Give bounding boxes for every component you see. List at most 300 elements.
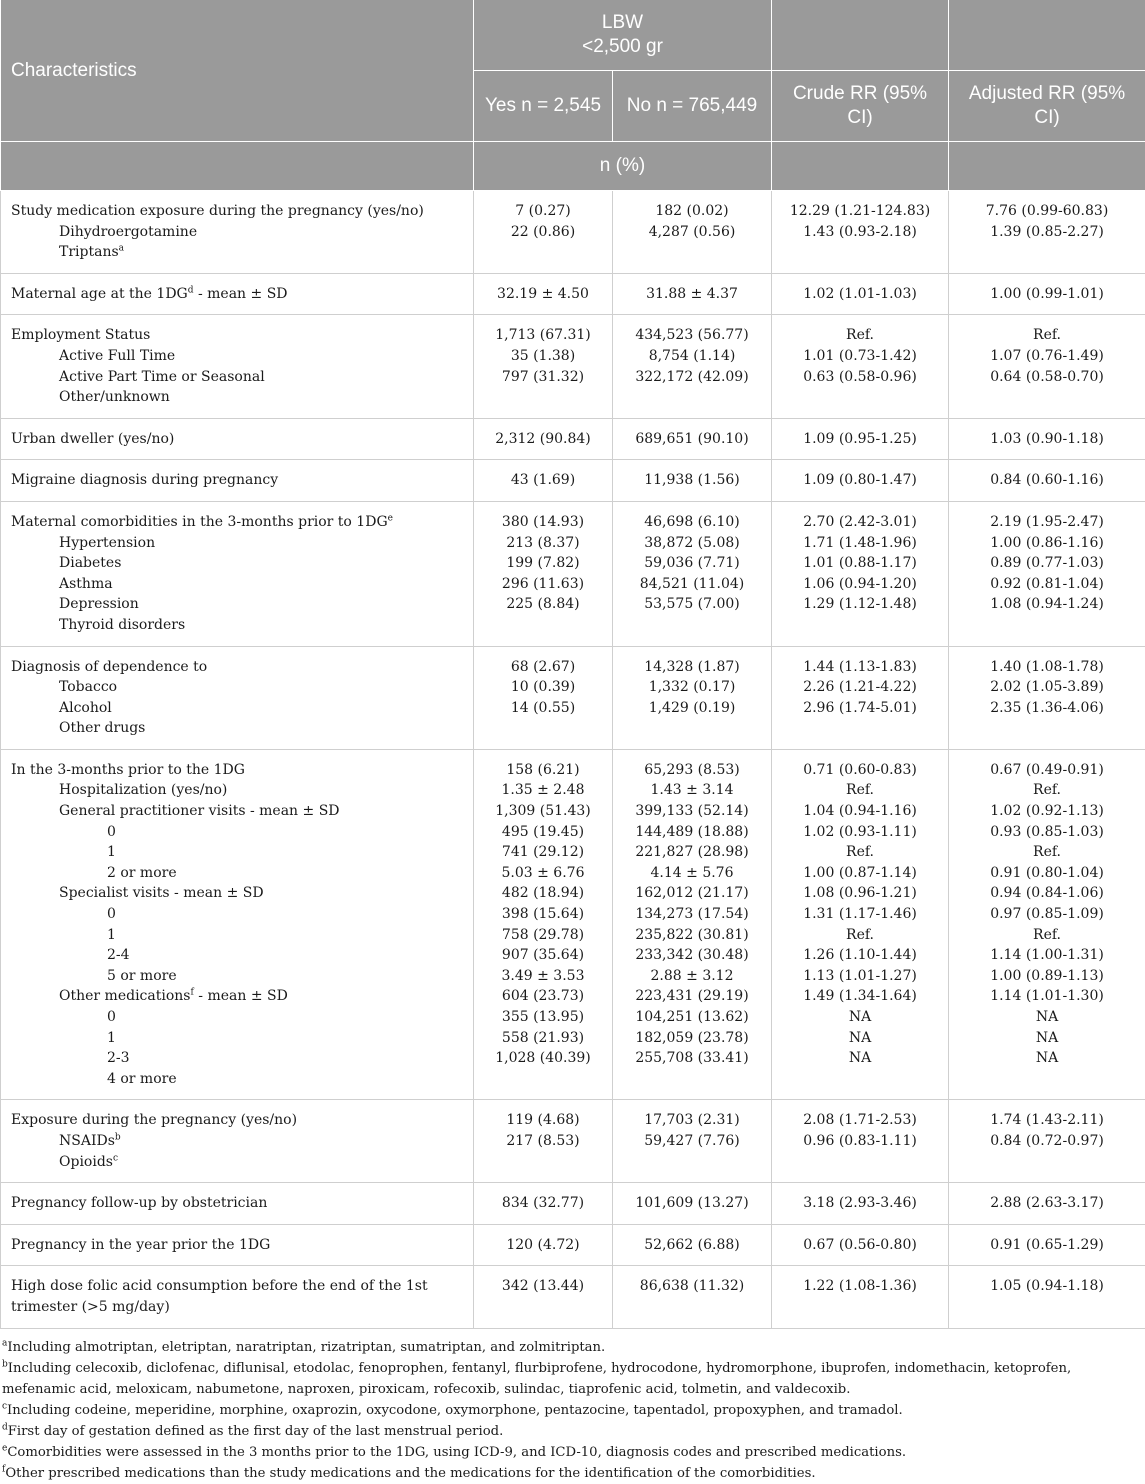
row-label — [11, 863, 467, 884]
value-line: 1.39 (0.85-2.27) — [949, 222, 1145, 243]
value-line: 199 (7.82) — [474, 553, 612, 574]
footnote-text: Including celecoxib, diclofenac, diflunisal, etodolac, fenoprophen, fentanyl, flurbiprofene, hydrocodone, hydromorphone, ibuprofen, indomethacin, ketoprofen, mefenamic acid, meloxicam, nabumetone, naproxen, piroxicam, rofecoxib, sulindac, tiaprofenic acid, tolmetin, and valdecoxib. — [2, 1361, 1071, 1397]
footnotes — [0, 1329, 1145, 1484]
row-label — [11, 780, 467, 801]
value-line: 65,293 (8.53) — [613, 760, 771, 781]
table-row — [1, 191, 1145, 274]
value-line: 2.08 (1.71-2.53) — [772, 1110, 948, 1131]
footnote-mark: e — [2, 1443, 7, 1453]
value-line: Ref. — [949, 325, 1145, 346]
header-blank-2 — [949, 0, 1145, 71]
characteristic-cell — [1, 315, 474, 418]
footnote-text: Comorbidities were assessed in the 3 months prior to the 1DG, using ICD-9, and ICD-10, diagnosis codes and prescribed medications. — [7, 1445, 906, 1460]
value-line: 1.22 (1.08-1.36) — [772, 1276, 948, 1297]
yes-count-cell — [474, 460, 613, 502]
table-row — [1, 646, 1145, 749]
header-adjusted-rr: Adjusted RR (95% CI) — [949, 71, 1145, 142]
value-line: 482 (18.94) — [474, 883, 612, 904]
header-lbw-subtitle: <2,500 gr — [484, 35, 761, 59]
header-blank-1 — [772, 0, 949, 71]
value-line: 398 (15.64) — [474, 904, 612, 925]
table-row — [1, 1183, 1145, 1225]
value-line: 355 (13.95) — [474, 1007, 612, 1028]
footnote-marker: e — [388, 513, 393, 523]
no-count-cell — [613, 418, 772, 460]
no-count-cell — [613, 191, 772, 274]
characteristic-cell — [1, 501, 474, 646]
table-header — [1, 0, 1145, 191]
value-line — [613, 387, 771, 408]
no-count-cell — [613, 1266, 772, 1328]
row-label-text: 1 — [107, 927, 116, 943]
value-line: 32.19 ± 4.50 — [474, 284, 612, 305]
value-line: 225 (8.84) — [474, 594, 612, 615]
crude-rr-cell — [772, 273, 949, 315]
value-line: NA — [772, 1048, 948, 1069]
value-line: Ref. — [949, 925, 1145, 946]
value-line: 758 (29.78) — [474, 925, 612, 946]
row-label-text: Thyroid disorders — [59, 617, 185, 633]
value-line — [772, 718, 948, 739]
adjusted-rr-cell — [949, 1266, 1145, 1328]
adjusted-rr-cell — [949, 315, 1145, 418]
value-line: 52,662 (6.88) — [613, 1235, 771, 1256]
footnote-marker: a — [119, 244, 124, 254]
value-line: Ref. — [772, 842, 948, 863]
value-line: 1,309 (51.43) — [474, 801, 612, 822]
value-line — [949, 1069, 1145, 1090]
value-line: 162,012 (21.17) — [613, 883, 771, 904]
value-line: 1.01 (0.88-1.17) — [772, 553, 948, 574]
crude-rr-cell — [772, 1100, 949, 1183]
row-label-text: 0 — [107, 1009, 116, 1025]
value-line: 1.02 (0.92-1.13) — [949, 801, 1145, 822]
value-line: Ref. — [772, 780, 948, 801]
row-label-text: High dose folic acid consumption before the end of the 1st trimester (>5 mg/day) — [11, 1278, 428, 1315]
crude-rr-cell — [772, 315, 949, 418]
row-label — [11, 822, 467, 843]
row-label-text: Other drugs — [59, 720, 145, 736]
value-line: 1,713 (67.31) — [474, 325, 612, 346]
value-line: 1,429 (0.19) — [613, 698, 771, 719]
value-line: 7.76 (0.99-60.83) — [949, 201, 1145, 222]
row-label-text: NSAIDs — [59, 1133, 115, 1149]
row-label-text: Depression — [59, 596, 139, 612]
row-label — [11, 1193, 467, 1214]
value-line: 1.40 (1.08-1.78) — [949, 657, 1145, 678]
value-line — [772, 1152, 948, 1173]
row-label-text: Diagnosis of dependence to — [11, 659, 207, 675]
table-row — [1, 315, 1145, 418]
footnote-marker: b — [115, 1132, 121, 1142]
row-label — [11, 966, 467, 987]
row-label — [11, 615, 467, 636]
value-line: 1,028 (40.39) — [474, 1048, 612, 1069]
value-line: 7 (0.27) — [474, 201, 612, 222]
value-line: 689,651 (90.10) — [613, 429, 771, 450]
row-label-text: 2 or more — [107, 865, 177, 881]
value-line: 834 (32.77) — [474, 1193, 612, 1214]
no-count-cell — [613, 273, 772, 315]
value-line: NA — [772, 1007, 948, 1028]
value-line: 1.07 (0.76-1.49) — [949, 346, 1145, 367]
row-label-text: Maternal age at the 1DG — [11, 286, 188, 302]
value-line: 14,328 (1.87) — [613, 657, 771, 678]
value-line — [613, 1069, 771, 1090]
value-line: 182,059 (23.78) — [613, 1028, 771, 1049]
value-line: 604 (23.73) — [474, 986, 612, 1007]
yes-count-cell — [474, 1183, 613, 1225]
row-label — [11, 1048, 467, 1069]
header-blank-5 — [949, 142, 1145, 191]
row-label-text: Triptans — [59, 244, 119, 260]
row-label — [11, 387, 467, 408]
row-label — [11, 533, 467, 554]
row-label-text: 1 — [107, 844, 116, 860]
crude-rr-cell — [772, 749, 949, 1100]
row-label-suffix: - mean ± SD — [194, 988, 288, 1004]
value-line: NA — [949, 1007, 1145, 1028]
row-label-text: Active Part Time or Seasonal — [59, 369, 265, 385]
value-line: 1.00 (0.99-1.01) — [949, 284, 1145, 305]
footnote-mark: c — [2, 1401, 7, 1411]
value-line: 399,133 (52.14) — [613, 801, 771, 822]
value-line: 0.84 (0.72-0.97) — [949, 1131, 1145, 1152]
value-line: 1.08 (0.94-1.24) — [949, 594, 1145, 615]
row-label-text: Specialist visits - mean ± SD — [59, 885, 264, 901]
footnote — [2, 1463, 1143, 1484]
row-label-text: Pregnancy follow-up by obstetrician — [11, 1195, 267, 1211]
row-label — [11, 801, 467, 822]
table-row — [1, 1224, 1145, 1266]
yes-count-cell — [474, 1224, 613, 1266]
row-label-text: Hospitalization (yes/no) — [59, 782, 227, 798]
header-blank-3 — [1, 142, 474, 191]
value-line: 134,273 (17.54) — [613, 904, 771, 925]
value-line: 144,489 (18.88) — [613, 822, 771, 843]
row-label — [11, 718, 467, 739]
row-label — [11, 325, 467, 346]
value-line: 1,332 (0.17) — [613, 677, 771, 698]
value-line: 1.43 (0.93-2.18) — [772, 222, 948, 243]
value-line: 2.96 (1.74-5.01) — [772, 698, 948, 719]
value-line: 2,312 (90.84) — [474, 429, 612, 450]
value-line: 4.14 ± 5.76 — [613, 863, 771, 884]
characteristic-cell — [1, 646, 474, 749]
characteristic-cell — [1, 418, 474, 460]
row-label — [11, 222, 467, 243]
header-lbw — [474, 0, 772, 71]
value-line: 235,822 (30.81) — [613, 925, 771, 946]
no-count-cell — [613, 460, 772, 502]
value-line: 86,638 (11.32) — [613, 1276, 771, 1297]
row-label — [11, 1069, 467, 1090]
value-line: 223,431 (29.19) — [613, 986, 771, 1007]
crude-rr-cell — [772, 646, 949, 749]
row-label-text: Dihydroergotamine — [59, 224, 197, 240]
table-body — [1, 191, 1145, 1329]
value-line — [613, 615, 771, 636]
value-line: 1.26 (1.10-1.44) — [772, 945, 948, 966]
value-line — [474, 1069, 612, 1090]
row-label — [11, 553, 467, 574]
value-line: 741 (29.12) — [474, 842, 612, 863]
value-line: 434,523 (56.77) — [613, 325, 771, 346]
value-line: 2.02 (1.05-3.89) — [949, 677, 1145, 698]
row-label — [11, 470, 467, 491]
yes-count-cell — [474, 501, 613, 646]
no-count-cell — [613, 749, 772, 1100]
row-label-text: In the 3-months prior to the 1DG — [11, 762, 245, 778]
value-line — [613, 242, 771, 263]
table-row — [1, 418, 1145, 460]
value-line: 1.13 (1.01-1.27) — [772, 966, 948, 987]
crude-rr-cell — [772, 191, 949, 274]
value-line: 0.97 (0.85-1.09) — [949, 904, 1145, 925]
value-line — [772, 242, 948, 263]
value-line: 1.02 (1.01-1.03) — [772, 284, 948, 305]
footnote-text: First day of gestation defined as the first day of the last menstrual period. — [8, 1424, 504, 1439]
value-line: 0.91 (0.80-1.04) — [949, 863, 1145, 884]
crude-rr-cell — [772, 1183, 949, 1225]
value-line: 68 (2.67) — [474, 657, 612, 678]
value-line: 59,427 (7.76) — [613, 1131, 771, 1152]
footnote-marker: c — [113, 1153, 118, 1163]
value-line: 1.01 (0.73-1.42) — [772, 346, 948, 367]
value-line — [474, 242, 612, 263]
value-line: 0.89 (0.77-1.03) — [949, 553, 1145, 574]
header-blank-4 — [772, 142, 949, 191]
value-line: 1.00 (0.86-1.16) — [949, 533, 1145, 554]
row-label-text: 1 — [107, 1030, 116, 1046]
yes-count-cell — [474, 273, 613, 315]
value-line: 1.06 (0.94-1.20) — [772, 574, 948, 595]
characteristic-cell — [1, 1100, 474, 1183]
footnote — [2, 1337, 1143, 1358]
row-label-text: Migraine diagnosis during pregnancy — [11, 472, 278, 488]
adjusted-rr-cell — [949, 418, 1145, 460]
yes-count-cell — [474, 1266, 613, 1328]
value-line: 558 (21.93) — [474, 1028, 612, 1049]
value-line: 1.14 (1.01-1.30) — [949, 986, 1145, 1007]
row-label-text: Maternal comorbidities in the 3-months prior to 1DG — [11, 514, 388, 530]
footnote-text: Other prescribed medications than the study medications and the medications for the identification of the comorbidities. — [5, 1466, 815, 1481]
row-label — [11, 367, 467, 388]
value-line: 12.29 (1.21-124.83) — [772, 201, 948, 222]
header-lbw-title: LBW — [484, 11, 761, 35]
value-line — [772, 615, 948, 636]
value-line: 1.08 (0.96-1.21) — [772, 883, 948, 904]
header-n-percent: n (%) — [474, 142, 772, 191]
characteristic-cell — [1, 1224, 474, 1266]
no-count-cell — [613, 1183, 772, 1225]
value-line: 1.00 (0.89-1.13) — [949, 966, 1145, 987]
row-label-text: 2-4 — [107, 947, 130, 963]
row-label-text: Opioids — [59, 1154, 113, 1170]
value-line: 342 (13.44) — [474, 1276, 612, 1297]
value-line: 2.88 ± 3.12 — [613, 966, 771, 987]
crude-rr-cell — [772, 460, 949, 502]
yes-count-cell — [474, 646, 613, 749]
yes-count-cell — [474, 191, 613, 274]
value-line: 101,609 (13.27) — [613, 1193, 771, 1214]
row-label — [11, 284, 467, 305]
row-label — [11, 698, 467, 719]
value-line: Ref. — [772, 325, 948, 346]
crude-rr-cell — [772, 1266, 949, 1328]
value-line — [949, 615, 1145, 636]
table-row — [1, 460, 1145, 502]
value-line: 1.71 (1.48-1.96) — [772, 533, 948, 554]
row-label-text: Hypertension — [59, 535, 155, 551]
value-line: 0.63 (0.58-0.96) — [772, 367, 948, 388]
crude-rr-cell — [772, 501, 949, 646]
characteristic-cell — [1, 460, 474, 502]
crude-rr-cell — [772, 1224, 949, 1266]
value-line — [474, 615, 612, 636]
row-label-text: Alcohol — [59, 700, 112, 716]
table-row — [1, 749, 1145, 1100]
header-yes: Yes n = 2,545 — [474, 71, 613, 142]
value-line: 35 (1.38) — [474, 346, 612, 367]
no-count-cell — [613, 1100, 772, 1183]
value-line — [949, 1152, 1145, 1173]
value-line — [474, 718, 612, 739]
row-label — [11, 657, 467, 678]
crude-rr-cell — [772, 418, 949, 460]
adjusted-rr-cell — [949, 460, 1145, 502]
table-row — [1, 273, 1145, 315]
yes-count-cell — [474, 418, 613, 460]
value-line: 182 (0.02) — [613, 201, 771, 222]
value-line — [474, 1152, 612, 1173]
adjusted-rr-cell — [949, 1183, 1145, 1225]
characteristic-cell — [1, 191, 474, 274]
value-line: NA — [949, 1028, 1145, 1049]
value-line: 0.67 (0.56-0.80) — [772, 1235, 948, 1256]
row-label-text: Asthma — [59, 576, 113, 592]
value-line: 158 (6.21) — [474, 760, 612, 781]
value-line — [949, 242, 1145, 263]
value-line: 255,708 (33.41) — [613, 1048, 771, 1069]
row-label-text: Other medications — [59, 988, 190, 1004]
value-line: 1.43 ± 3.14 — [613, 780, 771, 801]
value-line: 213 (8.37) — [474, 533, 612, 554]
table-row — [1, 1266, 1145, 1328]
value-line: 5.03 ± 6.76 — [474, 863, 612, 884]
row-label — [11, 760, 467, 781]
value-line: 38,872 (5.08) — [613, 533, 771, 554]
adjusted-rr-cell — [949, 646, 1145, 749]
header-crude-rr: Crude RR (95% CI) — [772, 71, 949, 142]
row-label — [11, 242, 467, 263]
value-line: 53,575 (7.00) — [613, 594, 771, 615]
value-line: 296 (11.63) — [474, 574, 612, 595]
row-label-text: Urban dweller (yes/no) — [11, 431, 174, 447]
adjusted-rr-cell — [949, 191, 1145, 274]
value-line — [772, 387, 948, 408]
value-line: 1.09 (0.80-1.47) — [772, 470, 948, 491]
row-label — [11, 986, 467, 1007]
header-characteristics: Characteristics — [1, 0, 474, 142]
row-label — [11, 574, 467, 595]
footnote-mark: f — [2, 1464, 5, 1474]
value-line: 1.00 (0.87-1.14) — [772, 863, 948, 884]
row-label-text: Tobacco — [59, 679, 117, 695]
value-line: 0.71 (0.60-0.83) — [772, 760, 948, 781]
row-label-text: Active Full Time — [59, 348, 175, 364]
value-line: 22 (0.86) — [474, 222, 612, 243]
value-line: 1.29 (1.12-1.48) — [772, 594, 948, 615]
row-label-text: Diabetes — [59, 555, 121, 571]
value-line: 3.18 (2.93-3.46) — [772, 1193, 948, 1214]
value-line: 2.19 (1.95-2.47) — [949, 512, 1145, 533]
value-line: 0.93 (0.85-1.03) — [949, 822, 1145, 843]
characteristic-cell — [1, 749, 474, 1100]
row-label — [11, 1131, 467, 1152]
footnote-mark: a — [2, 1338, 7, 1348]
row-label — [11, 1276, 467, 1317]
value-line: 1.31 (1.17-1.46) — [772, 904, 948, 925]
value-line — [949, 718, 1145, 739]
row-label-text: General practitioner visits - mean ± SD — [59, 803, 340, 819]
row-label-suffix: - mean ± SD — [194, 286, 288, 302]
footnote — [2, 1358, 1143, 1400]
adjusted-rr-cell — [949, 749, 1145, 1100]
table-row — [1, 1100, 1145, 1183]
row-label-text: 0 — [107, 824, 116, 840]
no-count-cell — [613, 501, 772, 646]
value-line: 0.91 (0.65-1.29) — [949, 1235, 1145, 1256]
characteristic-cell — [1, 1183, 474, 1225]
value-line: 0.92 (0.81-1.04) — [949, 574, 1145, 595]
no-count-cell — [613, 646, 772, 749]
value-line: 59,036 (7.71) — [613, 553, 771, 574]
value-line: 8,754 (1.14) — [613, 346, 771, 367]
value-line: Ref. — [949, 842, 1145, 863]
value-line: 31.88 ± 4.37 — [613, 284, 771, 305]
no-count-cell — [613, 1224, 772, 1266]
row-label-text: 5 or more — [107, 968, 177, 984]
value-line: 1.09 (0.95-1.25) — [772, 429, 948, 450]
value-line: NA — [772, 1028, 948, 1049]
value-line: 10 (0.39) — [474, 677, 612, 698]
value-line: 43 (1.69) — [474, 470, 612, 491]
row-label — [11, 904, 467, 925]
value-line: 495 (19.45) — [474, 822, 612, 843]
footnote-mark: b — [2, 1359, 8, 1369]
value-line: Ref. — [949, 780, 1145, 801]
adjusted-rr-cell — [949, 273, 1145, 315]
characteristic-cell — [1, 1266, 474, 1328]
value-line: 1.49 (1.34-1.64) — [772, 986, 948, 1007]
row-label — [11, 512, 467, 533]
value-line: 84,521 (11.04) — [613, 574, 771, 595]
value-line: 1.74 (1.43-2.11) — [949, 1110, 1145, 1131]
value-line: 1.35 ± 2.48 — [474, 780, 612, 801]
value-line: 1.04 (0.94-1.16) — [772, 801, 948, 822]
value-line: 11,938 (1.56) — [613, 470, 771, 491]
row-label-text: Other/unknown — [59, 389, 170, 405]
header-no: No n = 765,449 — [613, 71, 772, 142]
value-line: 0.64 (0.58-0.70) — [949, 367, 1145, 388]
table-row — [1, 501, 1145, 646]
adjusted-rr-cell — [949, 1100, 1145, 1183]
value-line: 14 (0.55) — [474, 698, 612, 719]
row-label-text: Employment Status — [11, 327, 150, 343]
value-line: 233,342 (30.48) — [613, 945, 771, 966]
footnote-marker: d — [188, 285, 194, 295]
